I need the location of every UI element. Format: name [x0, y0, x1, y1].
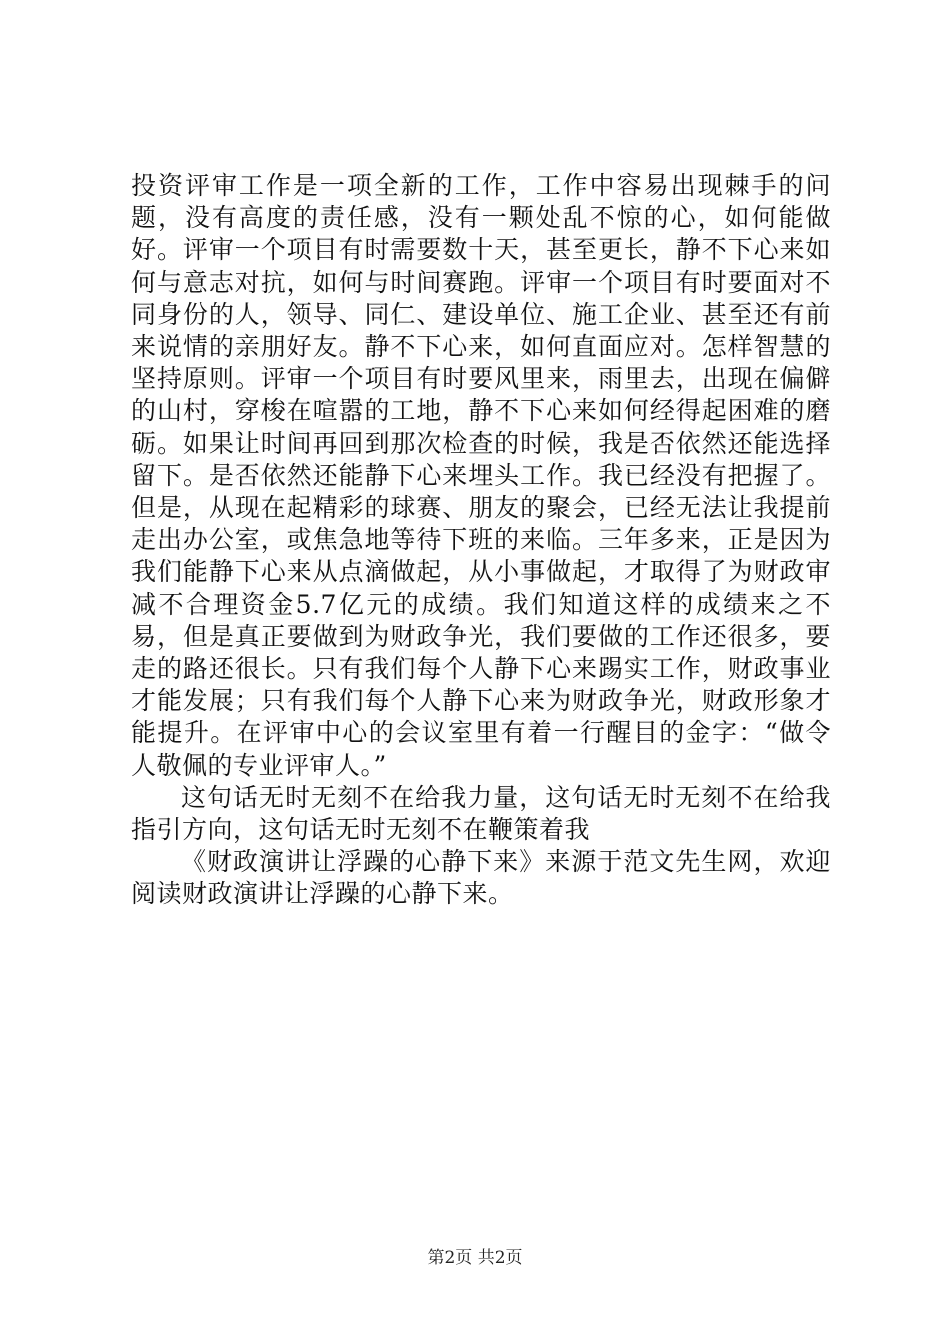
page-footer	[0, 1243, 950, 1268]
paragraph-main: 投资评审工作是一项全新的工作，工作中容易出现棘手的问题，没有高度的责任感，没有一颗处乱不惊的心，如何能做好。评审一个项目有时需要数十天，甚至更长，静不下心来如何与意志对抗，如何与时间赛跑。评审一个项目有时要面对不同身份的人，领导、同仁、建设单位、施工企业、甚至还有前来说情的亲朋好友。静不下心来，如何直面应对。怎样智慧的坚持原则。评审一个项目有时要风里来，雨里去，出现在偏僻的山村，穿梭在喧嚣的工地，静不下心来如何经得起困难的磨砺。如果让时间再回到那次检查的时候，我是否依然还能选择留下。是否依然还能静下心来埋头工作。我已经没有把握了。但是，从现在起精彩的球赛、朋友的聚会，已经无法让我提前走出办公室，或焦急地等待下班的来临。三年多来，正是因为我们能静下心来从点滴做起，从小事做起，才取得了为财政审减不合理资金5.7亿元的成绩。我们知道这样的成绩来之不易，但是真正要做到为财政争光，我们要做的工作还很多，要走的路还很长。只有我们每个人静下心来踢实工作，财政事业才能发展；只有我们每个人静下心来为财政争光，财政形象才能提升。在评审中心的会议室里有着一行醒目的金字：“做令人敬佩的专业评审人。”	[131, 171, 831, 780]
page-number: 第2页 共2页	[427, 1248, 523, 1268]
document-body	[131, 170, 831, 911]
paragraph-source-note: 《财政演讲让浮躁的心静下来》来源于范文先生网，欢迎阅读财政演讲让浮躁的心静下来。	[131, 847, 831, 909]
paragraph-second: 这句话无时无刻不在给我力量，这句话无时无刻不在给我指引方向，这句话无时无刻不在鞭策着我	[131, 782, 831, 845]
